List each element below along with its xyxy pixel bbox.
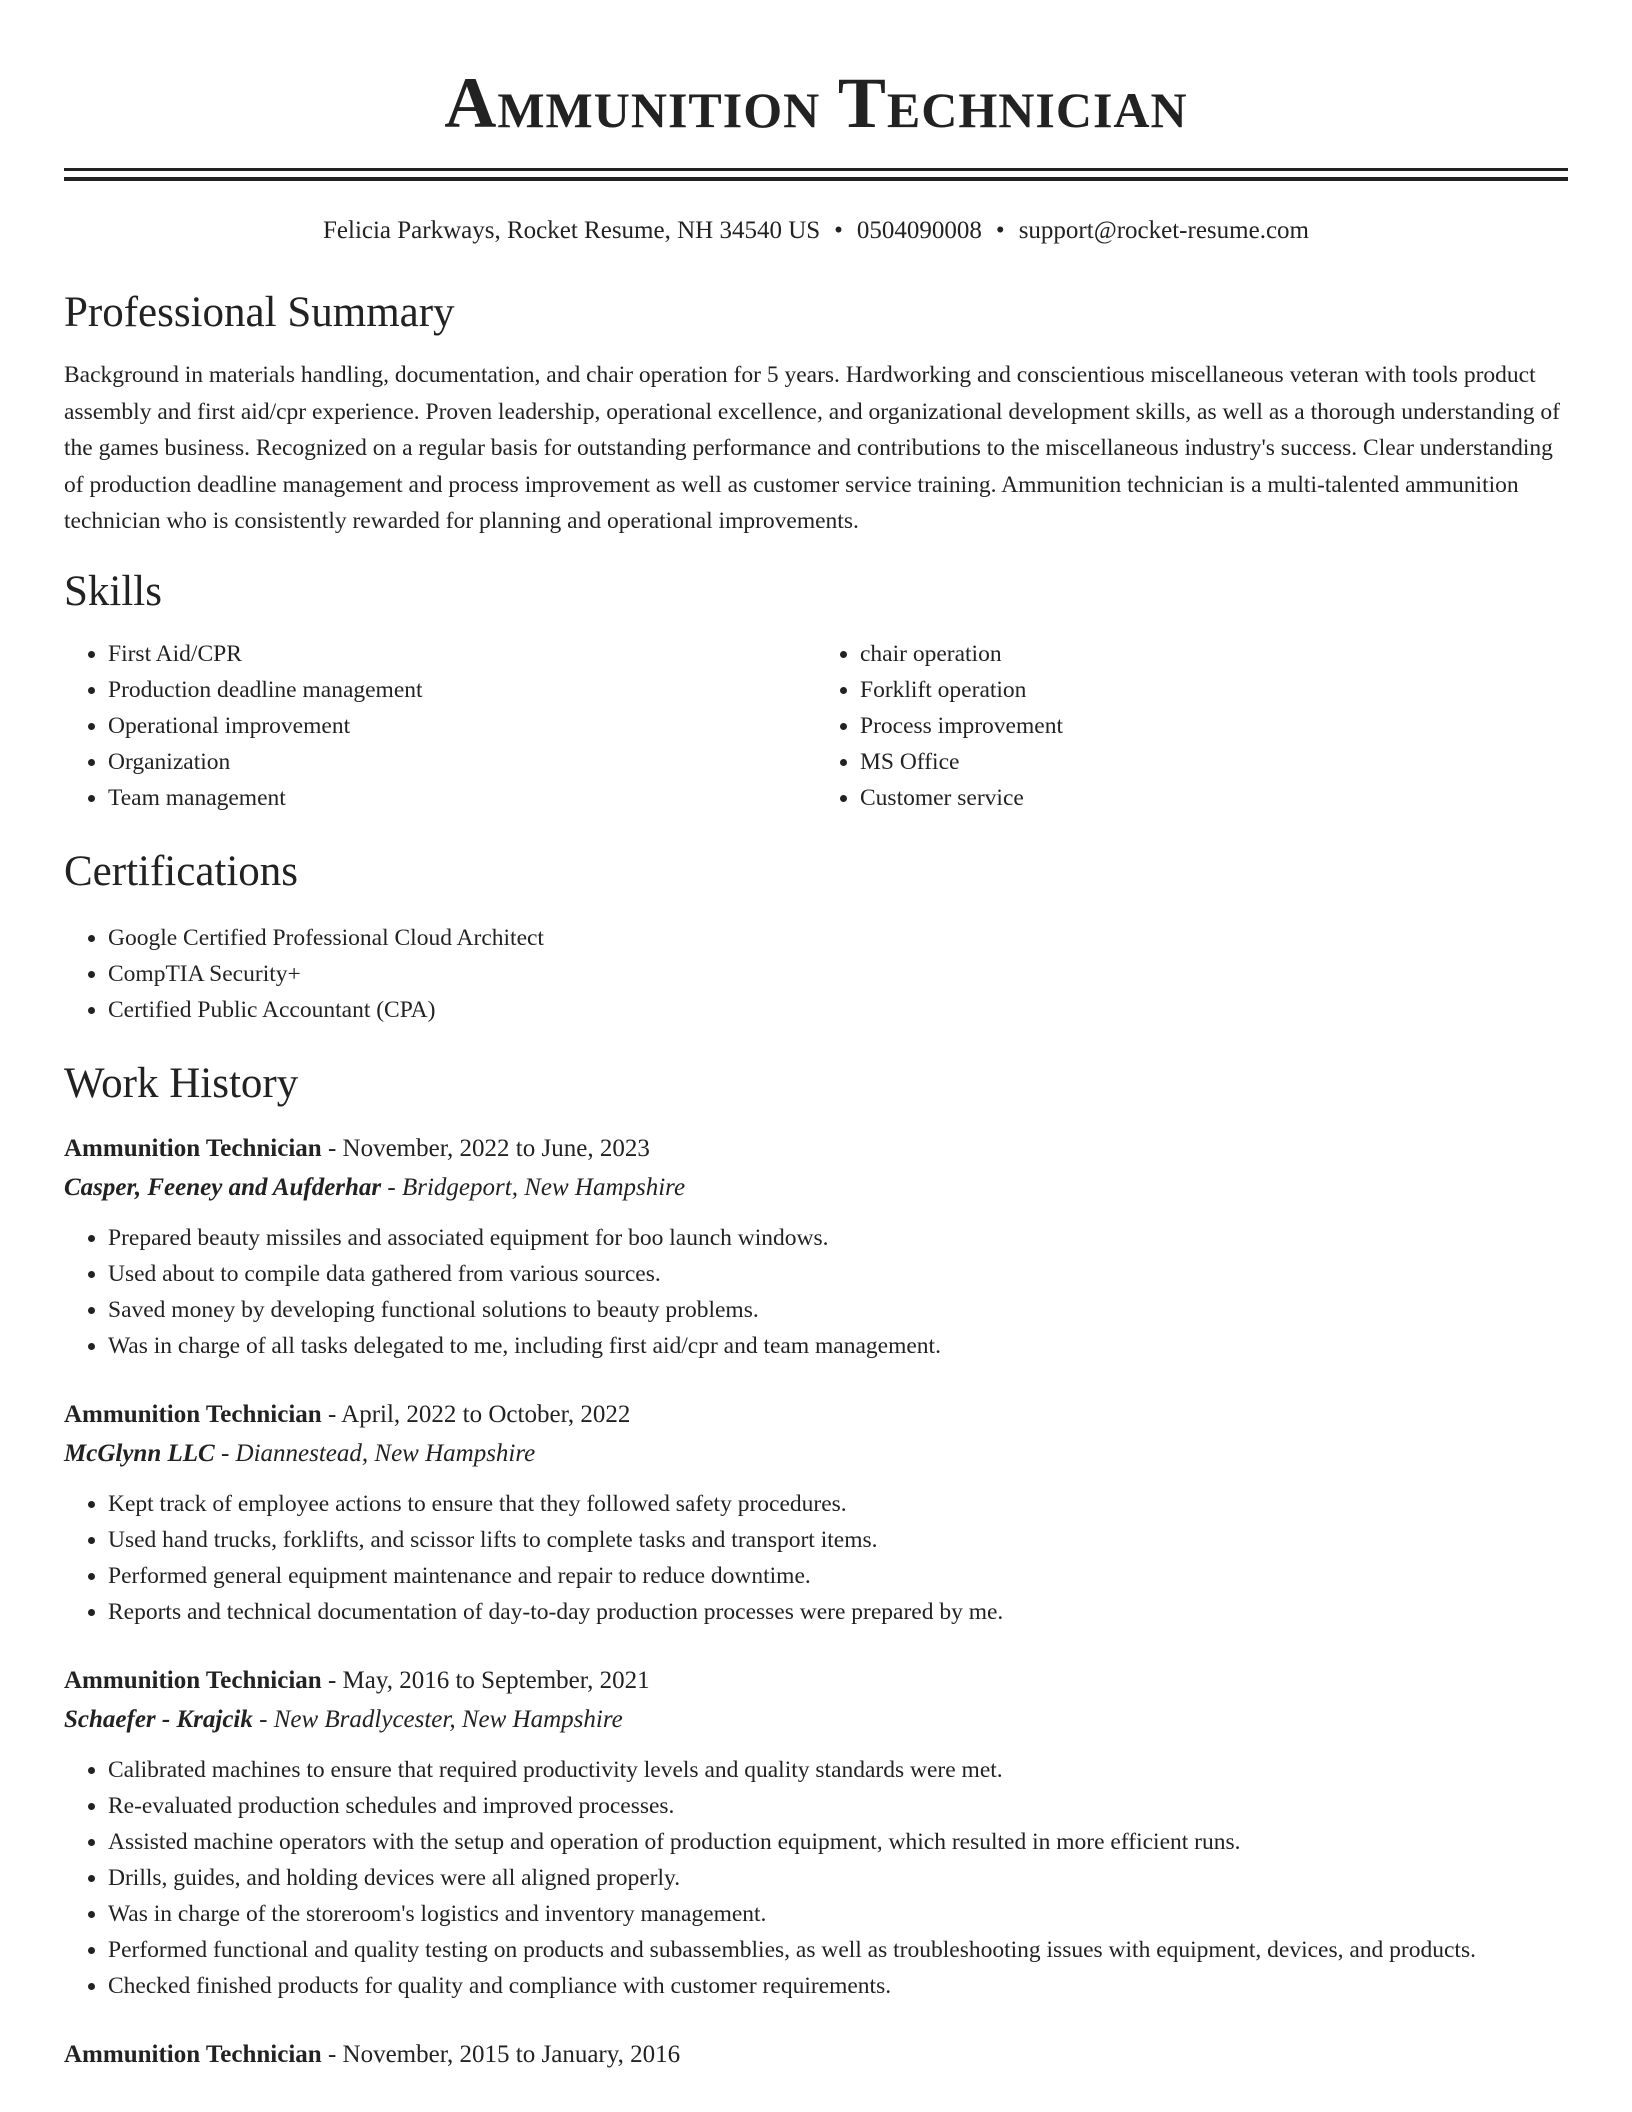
skill-item: • Operational improvement xyxy=(108,708,816,744)
job-header: Ammunition Technician - May, 2016 to September, 2021 xyxy=(64,1666,650,1694)
job-header: Ammunition Technician - November, 2015 to January, 2016 xyxy=(64,2040,681,2068)
job-duty: • Saved money by developing functional solutions to beauty problems. xyxy=(108,1292,1568,1328)
job-entry xyxy=(64,1662,1568,2004)
job-company-line: McGlynn LLC - Diannestead, New Hampshire xyxy=(64,1439,536,1467)
job-duty: • Was in charge of the storeroom's logistics and inventory management. xyxy=(108,1896,1568,1932)
certification-item: • Google Certified Professional Cloud Architect xyxy=(108,920,1568,956)
job-duties-list xyxy=(64,1486,1568,1630)
skill-item: • Forklift operation xyxy=(860,672,1568,708)
job-duty: • Drills, guides, and holding devices were all aligned properly. xyxy=(108,1860,1568,1896)
certification-item: • CompTIA Security+ xyxy=(108,956,1568,992)
job-duty: • Used about to compile data gathered from various sources. xyxy=(108,1256,1568,1292)
job-duty: • Re-evaluated production schedules and improved processes. xyxy=(108,1788,1568,1824)
job-duty: • Reports and technical documentation of day-to-day production processes were prepared by me. xyxy=(108,1594,1568,1630)
job-entry xyxy=(64,1130,1568,1364)
job-header: Ammunition Technician - April, 2022 to October, 2022 xyxy=(64,1400,631,1428)
contact-email: support@rocket-resume.com xyxy=(1018,217,1309,244)
job-duty: • Checked finished products for quality and compliance with customer requirements. xyxy=(108,1968,1568,2004)
skill-item: • First Aid/CPR xyxy=(108,636,816,672)
job-location: Diannestead, New Hampshire xyxy=(235,1439,536,1467)
job-dates: November, 2022 to June, 2023 xyxy=(342,1134,650,1162)
header-rule-top xyxy=(64,168,1568,171)
skill-item: • MS Office xyxy=(860,744,1568,780)
certification-item: • Certified Public Accountant (CPA) xyxy=(108,992,1568,1028)
resume-name-heading: Ammunition Technician xyxy=(444,63,1188,143)
job-duties-list xyxy=(64,1220,1568,1364)
job-duty: • Prepared beauty missiles and associated equipment for boo launch windows. xyxy=(108,1220,1568,1256)
certifications-heading: Certifications xyxy=(64,847,299,895)
job-duty: • Performed general equipment maintenance and repair to reduce downtime. xyxy=(108,1558,1568,1594)
job-company: Schaefer - Krajcik xyxy=(64,1705,253,1733)
work-history-heading: Work History xyxy=(64,1059,299,1107)
job-duty: • Was in charge of all tasks delegated to me, including first aid/cpr and team management. xyxy=(108,1328,1568,1364)
skill-item: • Customer service xyxy=(860,780,1568,816)
job-dates: April, 2022 to October, 2022 xyxy=(341,1400,631,1428)
job-role: Ammunition Technician xyxy=(64,2040,322,2068)
job-duty: • Used hand trucks, forklifts, and scissor lifts to complete tasks and transport items. xyxy=(108,1522,1568,1558)
skill-item: • chair operation xyxy=(860,636,1568,672)
contact-phone: 0504090008 xyxy=(856,217,982,244)
resume-page xyxy=(64,0,1568,2074)
job-company-line: Schaefer - Krajcik - New Bradlycester, New Hampshire xyxy=(64,1705,623,1733)
contact-address: Felicia Parkways, Rocket Resume, NH 34540 US xyxy=(323,217,821,244)
job-header: Ammunition Technician - November, 2022 to June, 2023 xyxy=(64,1134,650,1162)
job-duty: • Assisted machine operators with the setup and operation of production equipment, which resulted in more efficient runs. xyxy=(108,1824,1568,1860)
job-entry xyxy=(64,1396,1568,1630)
job-role: Ammunition Technician xyxy=(64,1134,322,1162)
job-company: Casper, Feeney and Aufderhar xyxy=(64,1173,382,1201)
job-role: Ammunition Technician xyxy=(64,1666,322,1694)
skill-item: • Team management xyxy=(108,780,816,816)
job-duty: • Kept track of employee actions to ensure that they followed safety procedures. xyxy=(108,1486,1568,1522)
job-role: Ammunition Technician xyxy=(64,1400,322,1428)
contact-separator: • xyxy=(834,217,843,244)
skills-columns xyxy=(64,636,1568,816)
certifications-list xyxy=(64,920,1568,1028)
job-duty: • Performed functional and quality testing on products and subassemblies, as well as troubleshooting issues with equipment, devices, and products. xyxy=(108,1932,1568,1968)
header-rule-bottom xyxy=(64,177,1568,181)
skill-item: • Process improvement xyxy=(860,708,1568,744)
skill-item: • Production deadline management xyxy=(108,672,816,708)
job-location: Bridgeport, New Hampshire xyxy=(401,1173,686,1201)
job-dates: November, 2015 to January, 2016 xyxy=(342,2040,681,2068)
skill-item: • Organization xyxy=(108,744,816,780)
contact-line xyxy=(64,215,1568,247)
job-dates: May, 2016 to September, 2021 xyxy=(342,1666,650,1694)
summary-text: Background in materials handling, documentation, and chair operation for 5 years. Hardworking and conscientious miscellaneous veteran with tools product assembly and first aid/cpr experience. Proven leadership, operational excellence, and organizational development skills, as well as a thorough understanding of the games business. Recognized on a regular basis for outstanding performance and contributions to the miscellaneous industry's success. Clear understanding of production deadline management and process improvement as well as customer service training. Ammunition technician is a multi-talented ammunition technician who is consistently rewarded for planning and operational improvements. xyxy=(64,362,1560,534)
job-duty: • Calibrated machines to ensure that required productivity levels and quality standards were met. xyxy=(108,1752,1568,1788)
skills-list-left xyxy=(64,636,816,816)
contact-separator: • xyxy=(995,217,1005,244)
job-company-line: Casper, Feeney and Aufderhar - Bridgeport, New Hampshire xyxy=(64,1173,686,1201)
job-entry xyxy=(64,2036,1568,2074)
skills-list-right xyxy=(816,636,1568,816)
job-location: New Bradlycester, New Hampshire xyxy=(273,1705,623,1733)
skills-heading: Skills xyxy=(64,567,162,615)
job-duties-list xyxy=(64,1752,1568,2004)
summary-heading: Professional Summary xyxy=(64,289,455,336)
job-company: McGlynn LLC xyxy=(64,1439,215,1467)
